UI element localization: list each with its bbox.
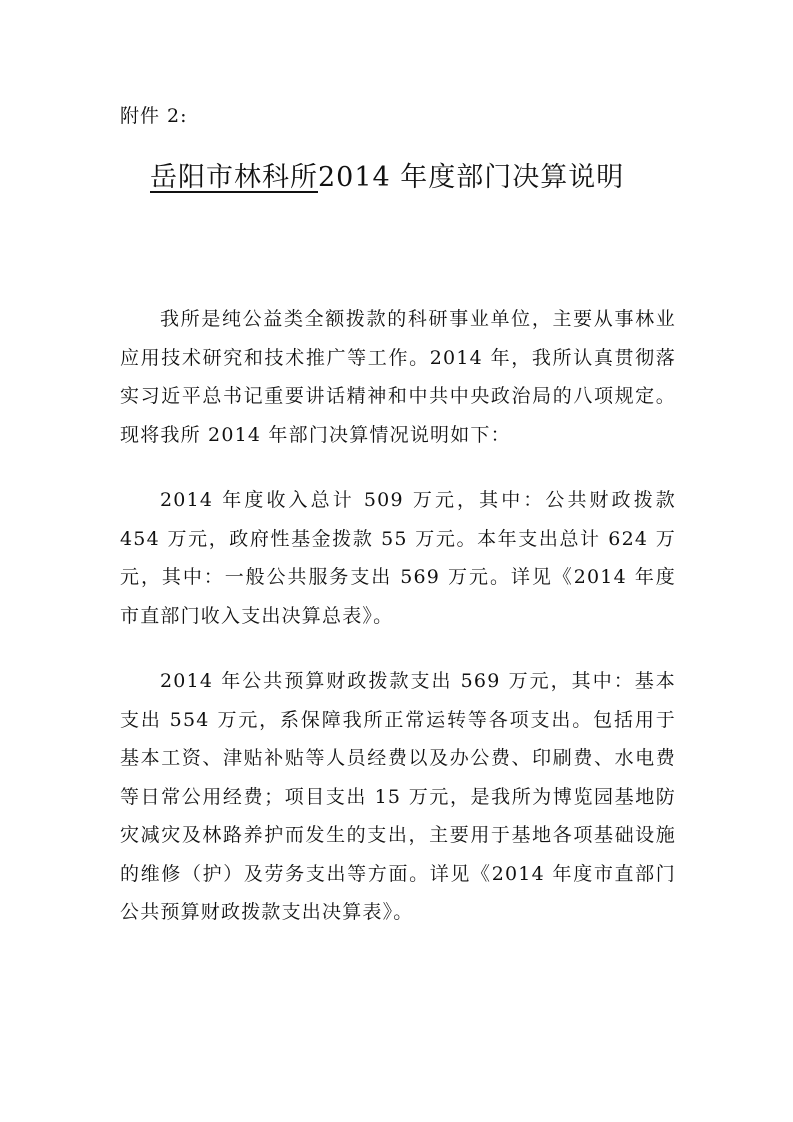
- attachment-label: 附件 2:: [120, 105, 188, 127]
- title-text: 2014 年度部门决算说明: [318, 162, 625, 193]
- paragraph-intro: 我所是纯公益类全额拨款的科研事业单位，主要从事林业应用技术研究和技术推广等工作。2014 年，我所认真贯彻落实习近平总书记重要讲话精神和中共中央政治局的八项规定。现将我所 2014 年部门决算情况说明如下：: [120, 308, 676, 446]
- title-organization: 岳阳市林科所: [150, 162, 318, 193]
- paragraph-public-budget: 2014 年公共预算财政拨款支出 569 万元，其中：基本支出 554 万元，系保障我所正常运转等各项支出。包括用于基本工资、津贴补贴等人员经费以及办公费、印刷费、水电费等日常公用经费；项目支出 15 万元，是我所为博览园基地防灾减灾及林路养护而发生的支出，主要用于基地各项基础设施的维修（护）及劳务支出等方面。详见《2014 年度市直部门公共预算财政拨款支出决算表》。: [120, 670, 676, 923]
- page-title: [150, 158, 710, 198]
- paragraph-income-expense: 2014 年度收入总计 509 万元，其中：公共财政拨款 454 万元，政府性基金拨款 55 万元。本年支出总计 624 万元，其中：一般公共服务支出 569 万元。详见《2014 年度市直部门收入支出决算总表》。: [120, 489, 676, 627]
